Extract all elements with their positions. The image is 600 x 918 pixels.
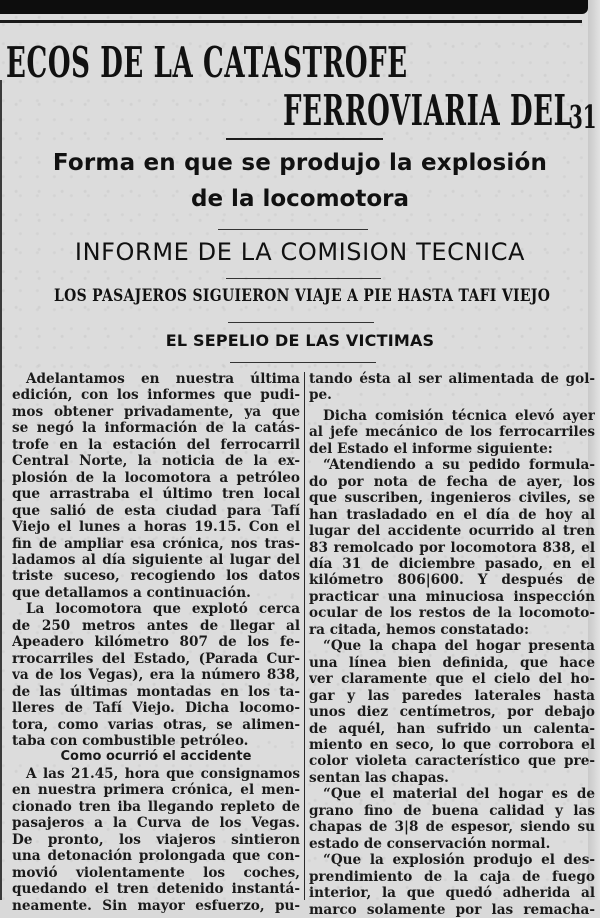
note-rule: [228, 322, 374, 323]
text-line: una línea bien definida, que hace: [309, 654, 595, 671]
text-line: color violeta característico que pre-: [309, 753, 595, 770]
text-line: plosión de la locomotora a petróleo: [12, 469, 300, 486]
text-line: día 31 de diciembre pasado, en el: [309, 555, 595, 572]
text-line: lleres de Tafí Viejo. Dicha locomo-: [12, 700, 300, 717]
text-line: gar y las paredes laterales hasta: [309, 687, 595, 704]
text-line: se negó la información de la catás-: [12, 420, 300, 437]
passengers-heading: LOS PASAJEROS SIGUIERON VIAJE A PIE HASTA TAFI VIEJO: [54, 286, 551, 306]
text-line: de aquél, han sufrido un calenta-: [309, 720, 595, 737]
text-line: A las 21.45, hora que consignamos: [26, 765, 300, 782]
text-line: movió violentamente los coches,: [12, 864, 300, 881]
text-line: trofe en la estación del ferrocarril: [12, 436, 300, 453]
headline-rule: [226, 138, 383, 140]
text-line: ocular de los restos de la locomoto-: [309, 605, 595, 622]
text-line: “Atendiendo a su pedido formula-: [323, 457, 595, 474]
burial-heading: EL SEPELIO DE LAS VICTIMAS: [165, 331, 435, 350]
text-line: que salió de esta ciudad para Tafí: [12, 502, 300, 519]
headline-line-1: ECOS DE LA CATASTROFE: [6, 38, 408, 87]
text-line: 83 remolcado por locomotora 838, el: [309, 539, 595, 556]
text-line: miento en seco, lo que corrobora el: [309, 736, 595, 753]
subheading-como-ocurrio: Como ocurrió el accidente: [60, 749, 252, 765]
text-line: de 250 metros antes de llegar al: [12, 617, 300, 634]
top-black-border: [0, 0, 588, 14]
text-line: fin de ampliar esa crónica, nos tras-: [12, 535, 300, 552]
text-line: “Que la explosión produjo el des-: [323, 852, 595, 869]
text-line: De pronto, los viajeros sintieron: [12, 831, 300, 848]
text-line: “Que el material del hogar es de: [323, 786, 595, 803]
text-line: do por nota de fecha de ayer, los: [309, 473, 595, 490]
text-line: del Estado el informe siguiente:: [309, 440, 553, 457]
text-line: grano fino de buena calidad y las: [309, 802, 595, 819]
article-right-column: [309, 371, 595, 918]
text-line: pasajeros a la Curva de los Vegas.: [12, 815, 300, 832]
text-line: cionado tren iba llegando repleto de: [12, 798, 300, 815]
text-line: edición, con los informes que pudi-: [12, 387, 300, 404]
text-line: interior, la que quedó adherida al: [309, 885, 595, 902]
text-line: que suscriben, ingenieros civiles, se: [309, 490, 595, 507]
text-line: quedando el tren detenido instantá-: [12, 881, 300, 898]
text-line: Central Norte, la noticia de la ex-: [12, 453, 300, 470]
text-line: estado de conservación normal.: [309, 835, 551, 852]
text-line: Adelantamos en nuestra última: [26, 371, 300, 387]
text-line: neamente. Sin mayor esfuerzo, pu-: [12, 897, 300, 914]
text-line: prendimiento de la caja de fuego: [309, 868, 595, 885]
text-line: tando ésta al ser alimentada de gol-: [309, 371, 595, 387]
text-line: taba con combustible petróleo.: [12, 732, 249, 749]
text-line: practicar una minuciosa inspección: [309, 588, 595, 605]
section-rule: [226, 278, 381, 279]
subtitle-line-2: de la locomotora: [190, 186, 410, 212]
text-line: una detonación prolongada que con-: [12, 848, 300, 865]
text-line: mos obtener privadamente, ya que: [12, 403, 300, 420]
text-line: marco solamente por las remacha-: [309, 901, 595, 918]
text-line: de las últimas montadas en los ta-: [12, 683, 300, 700]
text-line: Dicha comisión técnica elevó ayer: [323, 407, 595, 424]
text-line: Apeadero kilómetro 807 de los fe-: [12, 634, 300, 651]
burial-rule: [230, 362, 376, 363]
text-line: han trasladado en el día de hoy al: [309, 506, 595, 523]
text-line: kilómetro 806|600. Y después de: [309, 572, 595, 589]
text-line: chapas de 3|8 de espesor, siendo su: [309, 819, 595, 836]
subtitle-rule: [218, 229, 368, 230]
text-line: en nuestra primera crónica, el men-: [12, 782, 300, 799]
text-line: triste suceso, recogiendo los datos: [12, 568, 300, 585]
text-line: va de los Vegas), era la número 838,: [12, 667, 300, 684]
text-line: que detallamos a continuación.: [12, 584, 251, 601]
text-line: ver claramente que el cielo del ho-: [309, 671, 595, 688]
text-line: “Que la chapa del hogar presenta: [323, 638, 595, 655]
subtitle-line-1: Forma en que se produjo la explosión: [52, 150, 548, 176]
headline-line-2: FERROVIARIA DEL: [283, 86, 573, 135]
text-line: pe.: [309, 387, 332, 404]
article-left-column: [12, 371, 300, 914]
text-line: ladamos al día siguiente al lugar del: [12, 551, 300, 568]
top-rule: [0, 20, 582, 23]
text-line: La locomotora que explotó cerca: [26, 601, 300, 618]
text-line: tora, como varias otras, se alimen-: [12, 716, 300, 733]
text-line: Viejo el lunes a horas 19.15. Con el: [12, 519, 300, 536]
column-divider: [304, 372, 305, 900]
headline-number: 31: [569, 98, 597, 136]
text-line: ra citada, hemos constatado:: [309, 621, 530, 638]
text-line: que arrastraba el último tren local: [12, 486, 300, 503]
section-heading: INFORME DE LA COMISION TECNICA: [74, 238, 526, 266]
text-line: unos diez centímetros, por debajo: [309, 704, 595, 721]
text-line: sentan las chapas.: [309, 769, 449, 786]
text-line: lugar del accidente ocurrido al tren: [309, 523, 595, 540]
text-line: al jefe mecánico de los ferrocarriles: [309, 424, 595, 441]
text-line: rrocarriles del Estado, (Parada Cur-: [12, 650, 300, 667]
